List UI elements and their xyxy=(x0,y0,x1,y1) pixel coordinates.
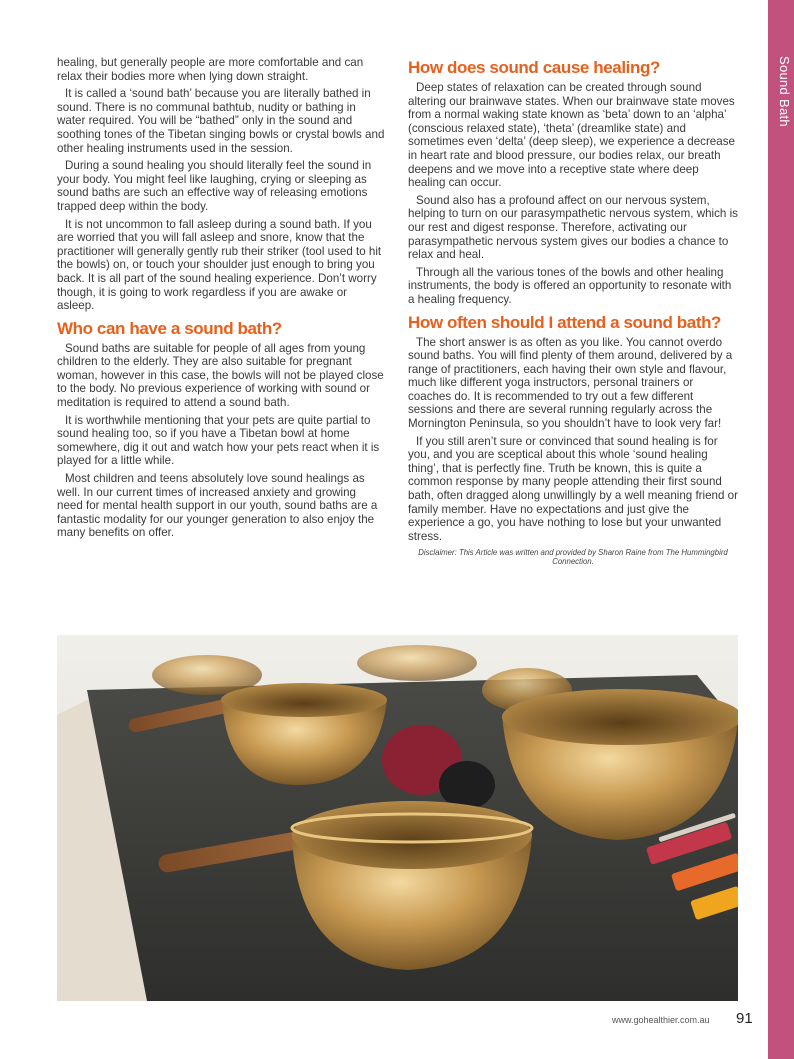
paragraph: Most children and teens absolutely love sound healings as well. In our current times of increased anxiety and growing need for mental health support in our youth, sound baths are a fantastic modality for our younger generation to also enjoy the many benefits on offer. xyxy=(57,472,378,540)
section-label: Sound Bath xyxy=(777,56,792,127)
paragraph: It is worthwhile mentioning that your pets are quite partial to sound healing too, so if you have a Tibetan bowl at home somewhere, dig it out and watch how your pets react when it is played for a little while. xyxy=(57,413,380,468)
section-heading-often: How often should I attend a sound bath? xyxy=(408,312,722,332)
paragraph: Deep states of relaxation can be created through sound altering our brainwave states. When our brainwave state moves from a normal waking state known as ‘beta’ down to an ‘alpha’ (conscious relaxed state), ‘theta’ (dreamlike state) and sometimes even ‘delta’ (deep sleep), we experience a decrease in heart rate and blood pressure, our bodies relax, our breath deepens and we move into a receptive state where deep healing can occur. xyxy=(408,81,735,190)
section-heading-who: Who can have a sound bath? xyxy=(57,318,282,338)
paragraph: Sound baths are suitable for people of all ages from young children to the elderly. They are also suitable for pregnant woman, however in this case, the bowls will not be played close to the body. No previous experience of working with sound or meditation is required to attend a sound bath. xyxy=(57,341,384,410)
paragraph: healing, but generally people are more comfortable and can relax their bodies more when lying down straight. xyxy=(57,56,364,83)
paragraph: If you still aren’t sure or convinced that sound healing is for you, and you are sceptical about this whole ‘sound healing thing’, that is perfectly fine. Truth be known, this is quite a common response by many people attending their first sound bath, often dragged along unwillingly by a well meaning friend or family member. Have no expectations and just give the experience a go, you have nothing to lose but your unwanted stress. xyxy=(408,434,738,543)
page-number: 91 xyxy=(736,1010,753,1027)
paragraph: It is not uncommon to fall asleep during a sound bath. If you are worried that you will fall asleep and snore, know that the practitioner will generally gently rub their striker (tool used to hit the bowls) on, or touch your shoulder just enough to bring you back. It is all part of the sound healing experience. Don’t worry though, it is going to work regardless if you are awake or asleep. xyxy=(57,217,382,313)
paragraph: It is called a ‘sound bath’ because you are literally bathed in sound. There is no communal bathtub, nudity or bathing in water required. You will be “bathed” only in the sound and soothing tones of the Tibetan singing bowls or crystal bowls and other healing instruments used in the session. xyxy=(57,87,385,155)
singing-bowls-photo xyxy=(57,635,738,1001)
section-side-tab xyxy=(768,0,794,1059)
footer-website: www.gohealthier.com.au xyxy=(612,1015,710,1025)
right-column xyxy=(408,58,738,566)
section-heading-how: How does sound cause healing? xyxy=(408,58,660,77)
paragraph: Sound also has a profound affect on our nervous system, helping to turn on our parasympathetic nervous system, which is our rest and digest response. Therefore, activating our parasympathetic nervous system gives our bodies a chance to relax and heal. xyxy=(408,193,738,262)
paragraph: During a sound healing you should literally feel the sound in your body. You might feel like laughing, crying or sleeping as sound baths are such an effective way of releasing emotions trapped deep within the body. xyxy=(57,159,372,213)
disclaimer: Disclaimer: This Article was written and provided by Sharon Raine from The Hummingbird Connection. xyxy=(418,548,728,567)
paragraph: The short answer is as often as you like. You cannot overdo sound baths. You will find plenty of them around, delivered by a range of practitioners, each having their own style and flavour, much like different yoga instructors, personal trainers or coaches do. It is recommended to try out a few different sessions and there are several running regularly across the Mornington Peninsula, so you shouldn’t have to look very far! xyxy=(408,335,733,431)
left-column xyxy=(57,56,385,544)
singing-bowls-illustration xyxy=(57,635,738,1001)
paragraph: Through all the various tones of the bowls and other healing instruments, the body is offered an opportunity to resonate with a healing frequency. xyxy=(408,265,732,306)
